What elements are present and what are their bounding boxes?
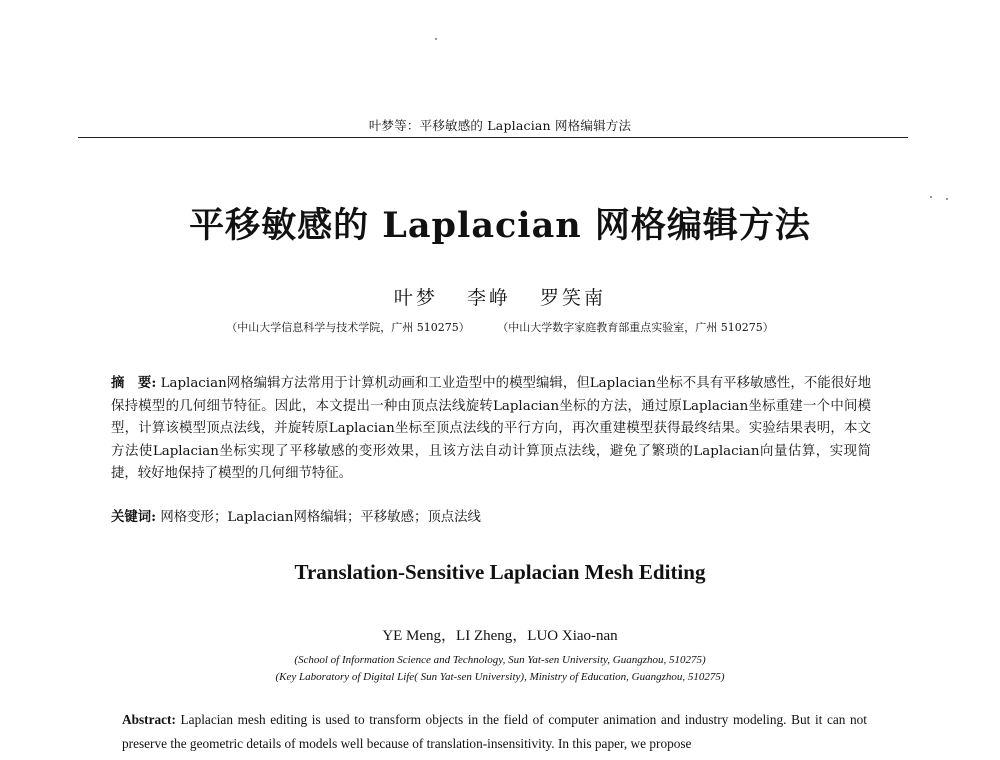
affiliations-zh [0,319,1000,335]
affiliation-en: (Key Laboratory of Digital Life( Sun Yat-sen University), Ministry of Education, Guangzhou, 510275) [275,671,725,683]
keywords-zh-label: 关键词: [111,509,157,525]
paper-title-zh: 平移敏感的 Laplacian 网格编辑方法 [189,205,811,246]
affiliation-zh: （中山大学数字家庭教育部重点实验室，广州 510275） [497,321,774,334]
keywords-zh-text: 网格变形；Laplacian网格编辑；平移敏感；顶点法线 [160,510,481,525]
author-zh: 李峥 [466,287,511,309]
affiliation-en: (School of Information Science and Technology, Sun Yat-sen University, Guangzhou, 510275) [294,654,706,666]
abstract-zh-text: Laplacian网格编辑方法常用于计算机动画和工业造型中的模型编辑，但Laplacian坐标不具有平移敏感性，不能很好地保持模型的几何细节特征。因此，本文提出一种由顶点法线旋转Laplacian坐标的方法，通过原Laplacian坐标重建一个中间模型，计算该模型顶点法线，并旋转原Laplacian坐标至顶点法线的平行方向，再次重建模型获得最终结果。实验结果表明，本文方法使Laplacian坐标实现了平移敏感的变形效果，且该方法自动计算顶点法线，避免了繁琐的Laplacian向量估算，实现简捷，较好地保持了模型的几何细节特征。 [111,376,871,481]
affiliation-zh: （中山大学信息科学与技术学院，广州 510275） [226,321,470,334]
header-rule [78,137,908,138]
authors-zh [0,283,1000,310]
abstract-en-text: Laplacian mesh editing is used to transform objects in the field of computer animation and industry modeling. But it can not preserve the geometric details of models well because of translation-insensitivity. In this paper, we propose [122,712,868,751]
authors-en: YE Meng，LI Zheng，LUO Xiao-nan [382,628,618,644]
running-header: 叶梦等：平移敏感的 Laplacian 网格编辑方法 [368,118,632,133]
scan-speck [435,38,437,40]
abstract-zh [111,372,871,486]
abstract-zh-label: 摘 要: [111,375,157,391]
abstract-en-label: Abstract: [122,712,176,727]
abstract-en [122,708,867,756]
author-zh: 罗笑南 [540,287,607,309]
author-zh: 叶梦 [393,287,438,309]
paper-title-en: Translation-Sensitive Laplacian Mesh Editing [294,560,706,584]
keywords-zh [111,506,871,525]
